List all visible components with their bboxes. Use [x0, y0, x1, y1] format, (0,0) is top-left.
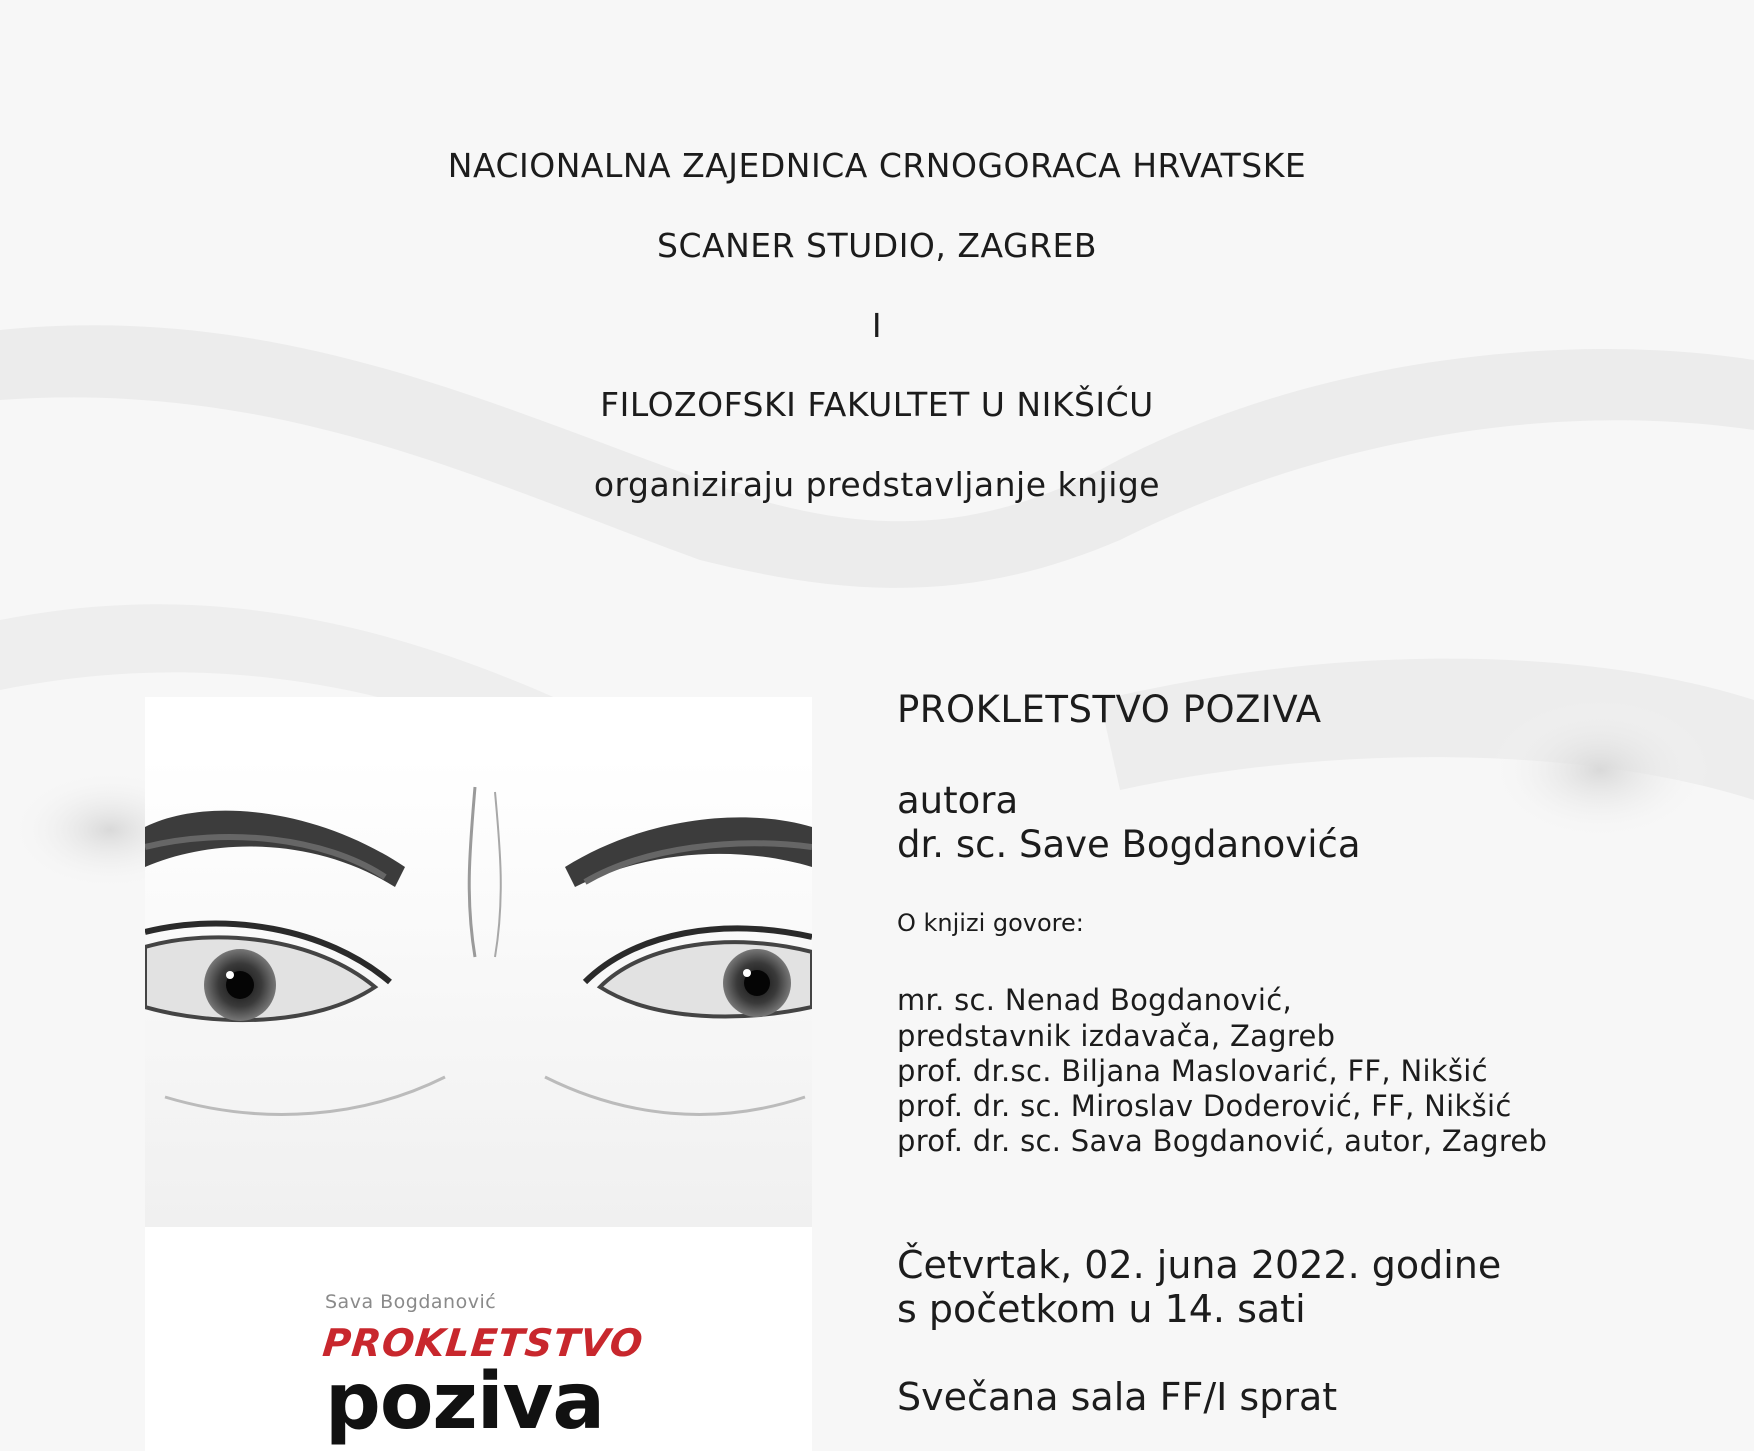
- event-date: Četvrtak, 02. juna 2022. godine: [897, 1243, 1502, 1287]
- speakers-label: O knjizi govore:: [897, 909, 1084, 937]
- speaker-line: predstavnik izdavača, Zagreb: [897, 1019, 1336, 1053]
- event-intro-line: organiziraju predstavljanje knjige: [593, 465, 1161, 504]
- cover-author: Sava Bogdanović: [325, 1291, 497, 1313]
- speaker-line: prof. dr. sc. Miroslav Doderović, FF, Nikšić: [897, 1089, 1512, 1123]
- by-label: autora: [897, 779, 1019, 822]
- speaker-line: mr. sc. Nenad Bogdanović,: [897, 983, 1292, 1017]
- author-name: dr. sc. Save Bogdanovića: [897, 823, 1361, 866]
- conjunction-line: I: [871, 306, 883, 345]
- cover-title-top: PROKLETSTVO: [320, 1321, 646, 1365]
- organizer-line-2: SCANER STUDIO, ZAGREB: [657, 226, 1097, 265]
- organizer-line-3: FILOZOFSKI FAKULTET U NIKŠIĆU: [600, 385, 1154, 424]
- book-title: PROKLETSTVO POZIVA: [897, 688, 1322, 731]
- speaker-line: prof. dr. sc. Sava Bogdanović, autor, Zagreb: [897, 1124, 1548, 1158]
- cover-title-bottom: poziva: [325, 1357, 605, 1447]
- event-time: s početkom u 14. sati: [897, 1287, 1306, 1331]
- event-venue: Svečana sala FF/I sprat: [897, 1375, 1338, 1419]
- book-cover: [145, 697, 812, 1451]
- speaker-line: prof. dr.sc. Biljana Maslovarić, FF, Nikšić: [897, 1054, 1488, 1088]
- organizer-line-1: NACIONALNA ZAJEDNICA CRNOGORACA HRVATSKE: [447, 146, 1307, 185]
